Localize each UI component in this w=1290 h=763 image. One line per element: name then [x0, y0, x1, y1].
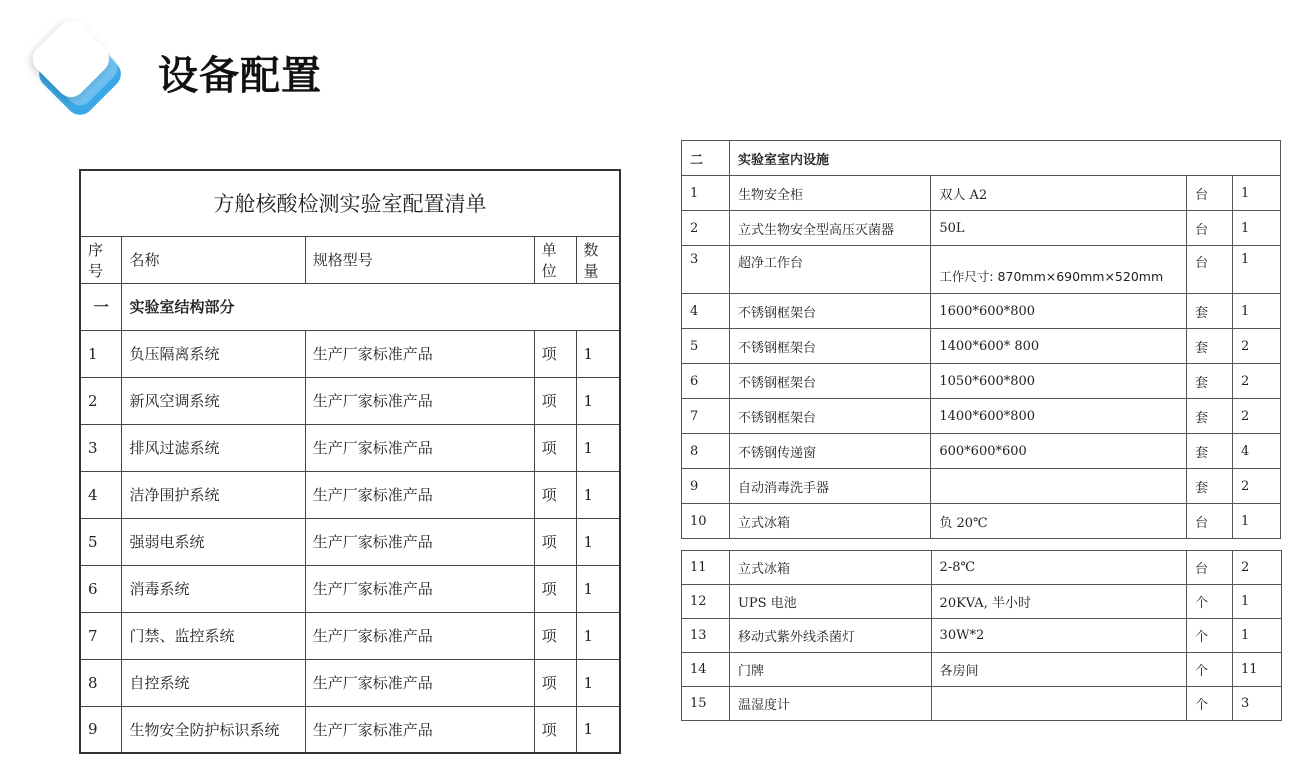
cell-spec: [931, 469, 1187, 504]
header-qty: 数量: [576, 236, 620, 283]
table-row: [80, 377, 620, 424]
table-row: [682, 399, 1281, 434]
cell-qty: 2: [1233, 329, 1281, 364]
cell-spec: 1050*600*800: [931, 364, 1187, 399]
cell-unit: 项: [534, 424, 576, 471]
cell-spec: [931, 687, 1187, 721]
right-facilities-table-continued: [681, 550, 1282, 721]
table-row: [80, 565, 620, 612]
cell-spec: 各房间: [931, 653, 1187, 687]
cell-name: 排风过滤系统: [122, 424, 305, 471]
cell-no: 1: [80, 330, 122, 377]
table-row: [682, 329, 1281, 364]
cell-qty: 1: [576, 612, 620, 659]
cell-no: 7: [80, 612, 122, 659]
cell-qty: 2: [1233, 364, 1281, 399]
cell-spec: 生产厂家标准产品: [305, 377, 534, 424]
cell-qty: 2: [1233, 399, 1281, 434]
cell-no: 3: [80, 424, 122, 471]
header-spec: 规格型号: [305, 236, 534, 283]
cell-qty: 2: [1233, 551, 1282, 585]
cell-name: 移动式紫外线杀菌灯: [729, 619, 931, 653]
section-name: 实验室室内设施: [729, 141, 1280, 176]
cell-spec: 生产厂家标准产品: [305, 330, 534, 377]
cell-unit: 个: [1187, 619, 1233, 653]
cell-unit: 台: [1187, 504, 1233, 539]
section-row: [682, 141, 1281, 176]
cell-unit: 台: [1187, 551, 1233, 585]
table-row: [682, 687, 1282, 721]
table-row: [80, 471, 620, 518]
table-row: [682, 619, 1282, 653]
table-row: [682, 434, 1281, 469]
cell-name: 强弱电系统: [122, 518, 305, 565]
cell-name: UPS 电池: [729, 585, 931, 619]
cell-qty: 1: [1233, 176, 1281, 211]
cell-name: 消毒系统: [122, 565, 305, 612]
table-row: [682, 551, 1282, 585]
cell-unit: 项: [534, 518, 576, 565]
cell-qty: 4: [1233, 434, 1281, 469]
cell-no: 11: [682, 551, 730, 585]
cell-name: 自动消毒洗手器: [729, 469, 930, 504]
header-name: 名称: [122, 236, 305, 283]
table-row: [682, 585, 1282, 619]
cell-name: 立式生物安全型高压灭菌器: [729, 211, 930, 246]
cell-name: 洁净围护系统: [122, 471, 305, 518]
cell-name: 生物安全柜: [729, 176, 930, 211]
cell-spec: 生产厂家标准产品: [305, 424, 534, 471]
cell-spec: 1400*600*800: [931, 399, 1187, 434]
cell-qty: 1: [576, 518, 620, 565]
cell-spec: 生产厂家标准产品: [305, 659, 534, 706]
cell-qty: 2: [1233, 469, 1281, 504]
section-no: 一: [80, 283, 122, 330]
section-name: 实验室结构部分: [122, 283, 620, 330]
cell-name: 超净工作台: [729, 246, 930, 294]
cell-unit: 套: [1187, 294, 1233, 329]
cell-qty: 1: [576, 565, 620, 612]
cell-no: 8: [80, 659, 122, 706]
cell-unit: 项: [534, 377, 576, 424]
cell-name: 立式冰箱: [729, 551, 931, 585]
cell-no: 2: [682, 211, 730, 246]
table-row: [682, 364, 1281, 399]
header-no: 序号: [80, 236, 122, 283]
cell-no: 2: [80, 377, 122, 424]
table-row: [80, 330, 620, 377]
cell-unit: 个: [1187, 687, 1233, 721]
left-config-table: [79, 169, 621, 754]
cell-no: 9: [80, 706, 122, 753]
cell-spec: 生产厂家标准产品: [305, 518, 534, 565]
cell-qty: 1: [576, 706, 620, 753]
cell-qty: 1: [1233, 619, 1282, 653]
cell-qty: 1: [1233, 294, 1281, 329]
cell-spec: 600*600*600: [931, 434, 1187, 469]
cell-unit: 台: [1187, 246, 1233, 294]
cell-spec: 生产厂家标准产品: [305, 706, 534, 753]
cell-unit: 台: [1187, 211, 1233, 246]
cell-unit: 个: [1187, 653, 1233, 687]
cell-spec: 1400*600* 800: [931, 329, 1187, 364]
cell-no: 5: [80, 518, 122, 565]
cell-no: 6: [80, 565, 122, 612]
cell-name: 不锈钢框架台: [729, 399, 930, 434]
cell-no: 13: [682, 619, 730, 653]
section-row: [80, 283, 620, 330]
cell-qty: 11: [1233, 653, 1282, 687]
cell-name: 门牌: [729, 653, 931, 687]
cell-no: 4: [682, 294, 730, 329]
cell-spec: 1600*600*800: [931, 294, 1187, 329]
cell-qty: 1: [1233, 211, 1281, 246]
cell-qty: 1: [1233, 246, 1281, 294]
cell-no: 8: [682, 434, 730, 469]
cell-no: 1: [682, 176, 730, 211]
cell-no: 3: [682, 246, 730, 294]
table-row: [682, 176, 1281, 211]
cell-spec: 生产厂家标准产品: [305, 612, 534, 659]
cell-qty: 1: [576, 471, 620, 518]
cell-no: 9: [682, 469, 730, 504]
cell-unit: 套: [1187, 469, 1233, 504]
cell-name: 不锈钢框架台: [729, 364, 930, 399]
header-unit: 单位: [534, 236, 576, 283]
table-row: [682, 469, 1281, 504]
cell-unit: 台: [1187, 176, 1233, 211]
cell-spec: 2-8℃: [931, 551, 1187, 585]
cell-unit: 项: [534, 471, 576, 518]
cell-unit: 个: [1187, 585, 1233, 619]
cell-unit: 套: [1187, 329, 1233, 364]
cell-unit: 套: [1187, 364, 1233, 399]
cell-name: 不锈钢框架台: [729, 294, 930, 329]
cell-unit: 项: [534, 612, 576, 659]
table-header-row: [80, 236, 620, 283]
table-row: [80, 659, 620, 706]
cell-spec: 工作尺寸: 870mm×690mm×520mm: [931, 246, 1187, 294]
cell-no: 5: [682, 329, 730, 364]
cell-no: 4: [80, 471, 122, 518]
cell-name: 负压隔离系统: [122, 330, 305, 377]
cell-name: 不锈钢框架台: [729, 329, 930, 364]
cell-name: 温湿度计: [729, 687, 931, 721]
cell-no: 12: [682, 585, 730, 619]
table-row: [80, 518, 620, 565]
cell-unit: 套: [1187, 399, 1233, 434]
cell-no: 10: [682, 504, 730, 539]
cell-unit: 项: [534, 565, 576, 612]
cell-qty: 1: [576, 659, 620, 706]
cell-qty: 1: [576, 330, 620, 377]
section-no: 二: [682, 141, 730, 176]
table-row: [682, 653, 1282, 687]
cell-spec: 50L: [931, 211, 1187, 246]
cell-unit: 套: [1187, 434, 1233, 469]
cell-qty: 1: [1233, 504, 1281, 539]
table-row: [80, 424, 620, 471]
cell-name: 新风空调系统: [122, 377, 305, 424]
cell-name: 自控系统: [122, 659, 305, 706]
cell-no: 14: [682, 653, 730, 687]
cell-no: 6: [682, 364, 730, 399]
cell-qty: 1: [576, 377, 620, 424]
cell-qty: 3: [1233, 687, 1282, 721]
cell-name: 不锈钢传递窗: [729, 434, 930, 469]
cell-unit: 项: [534, 706, 576, 753]
cell-spec: 生产厂家标准产品: [305, 471, 534, 518]
page-title: 设备配置: [158, 53, 322, 99]
table-row: [682, 504, 1281, 539]
right-facilities-table: [681, 140, 1281, 539]
table-row: [80, 706, 620, 753]
cell-spec: 双人 A2: [931, 176, 1187, 211]
cell-name: 门禁、监控系统: [122, 612, 305, 659]
logo-icon: [14, 8, 134, 128]
cell-spec: 生产厂家标准产品: [305, 565, 534, 612]
table-row: [682, 211, 1281, 246]
cell-spec: 20KVA, 半小时: [931, 585, 1187, 619]
table-row: [682, 294, 1281, 329]
cell-qty: 1: [1233, 585, 1282, 619]
cell-no: 7: [682, 399, 730, 434]
table-row: [682, 246, 1281, 294]
cell-unit: 项: [534, 330, 576, 377]
cell-spec: 30W*2: [931, 619, 1187, 653]
cell-name: 立式冰箱: [729, 504, 930, 539]
cell-qty: 1: [576, 424, 620, 471]
table-row: [80, 612, 620, 659]
cell-unit: 项: [534, 659, 576, 706]
table-caption: 方舱核酸检测实验室配置清单: [80, 170, 620, 236]
cell-no: 15: [682, 687, 730, 721]
cell-name: 生物安全防护标识系统: [122, 706, 305, 753]
cell-spec: 负 20℃: [931, 504, 1187, 539]
